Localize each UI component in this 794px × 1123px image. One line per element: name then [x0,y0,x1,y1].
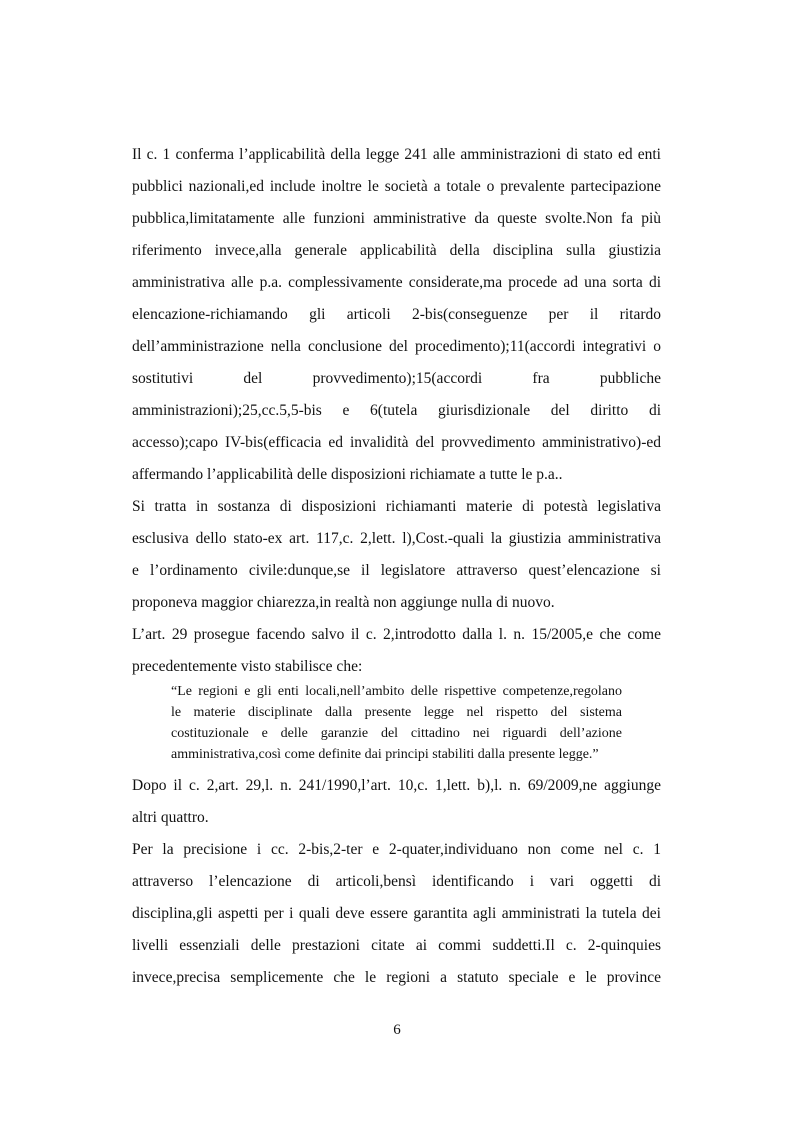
text-line: amministrativa alle p.a. complessivamente considerate,ma procede ad una sorta di [132,274,661,291]
text-line: disciplina,gli aspetti per i quali deve essere garantita agli amministrati la tutela dei [132,905,661,922]
text-line: dell’amministrazione nella conclusione del procedimento);11(accordi integrativi o [132,338,661,355]
text-line: pubblici nazionali,ed include inoltre le società a totale o prevalente partecipazione [132,178,661,195]
text-line: esclusiva dello stato-ex art. 117,c. 2,lett. l),Cost.-quali la giustizia amministrativa [132,530,661,547]
text-line: proponeva maggior chiarezza,in realtà non aggiunge nulla di nuovo. [132,594,555,611]
paragraph [132,836,661,996]
text-line: L’art. 29 prosegue facendo salvo il c. 2,introdotto dalla l. n. 15/2005,e che come [132,626,661,643]
body-text [132,141,661,996]
text-line: e l’ordinamento civile:dunque,se il legislatore attraverso quest’elencazione si [132,562,661,579]
text-line: precedentemente visto stabilisce che: [132,658,363,675]
quote-line: costituzionale e delle garanzie del cittadino nei riguardi dell’azione [171,726,622,741]
text-line: Il c. 1 conferma l’applicabilità della legge 241 alle amministrazioni di stato ed enti [132,146,661,163]
text-line: Dopo il c. 2,art. 29,l. n. 241/1990,l’art. 10,c. 1,lett. b),l. n. 69/2009,ne aggiunge [132,777,661,794]
text-line: affermando l’applicabilità delle disposizioni richiamate a tutte le p.a.. [132,466,563,483]
paragraph [132,621,661,685]
quote-line: amministrativa,così come definite dai principi stabiliti dalla presente legge.” [171,747,599,762]
quote-line: le materie disciplinate dalla presente legge nel rispetto del sistema [171,705,622,720]
text-line: sostitutivi del provvedimento);15(accordi fra pubbliche [132,370,661,387]
paragraph [132,493,661,621]
text-line: pubblica,limitatamente alle funzioni amministrative da queste svolte.Non fa più [132,210,661,227]
text-line: altri quattro. [132,809,209,826]
block-quote [132,681,661,765]
paragraph [132,141,661,493]
text-line: riferimento invece,alla generale applicabilità della disciplina sulla giustizia [132,242,661,259]
text-line: Si tratta in sostanza di disposizioni richiamanti materie di potestà legislativa [132,498,661,515]
text-line: accesso);capo IV-bis(efficacia ed invalidità del provvedimento amministrativo)-ed [132,434,661,451]
text-line: invece,precisa semplicemente che le regioni a statuto speciale e le province [132,969,661,986]
text-line: elencazione-richiamando gli articoli 2-bis(conseguenze per il ritardo [132,306,661,323]
text-line: amministrazioni);25,cc.5,5-bis e 6(tutela giurisdizionale del diritto di [132,402,661,419]
paragraph [132,772,661,836]
text-line: livelli essenziali delle prestazioni citate ai commi suddetti.Il c. 2-quinquies [132,937,661,954]
page-number: 6 [393,1022,401,1038]
text-line: attraverso l’elencazione di articoli,bensì identificando i vari oggetti di [132,873,661,890]
quote-line: “Le regioni e gli enti locali,nell’ambito delle rispettive competenze,regolano [171,684,622,699]
text-line: Per la precisione i cc. 2-bis,2-ter e 2-quater,individuano non come nel c. 1 [132,841,661,858]
